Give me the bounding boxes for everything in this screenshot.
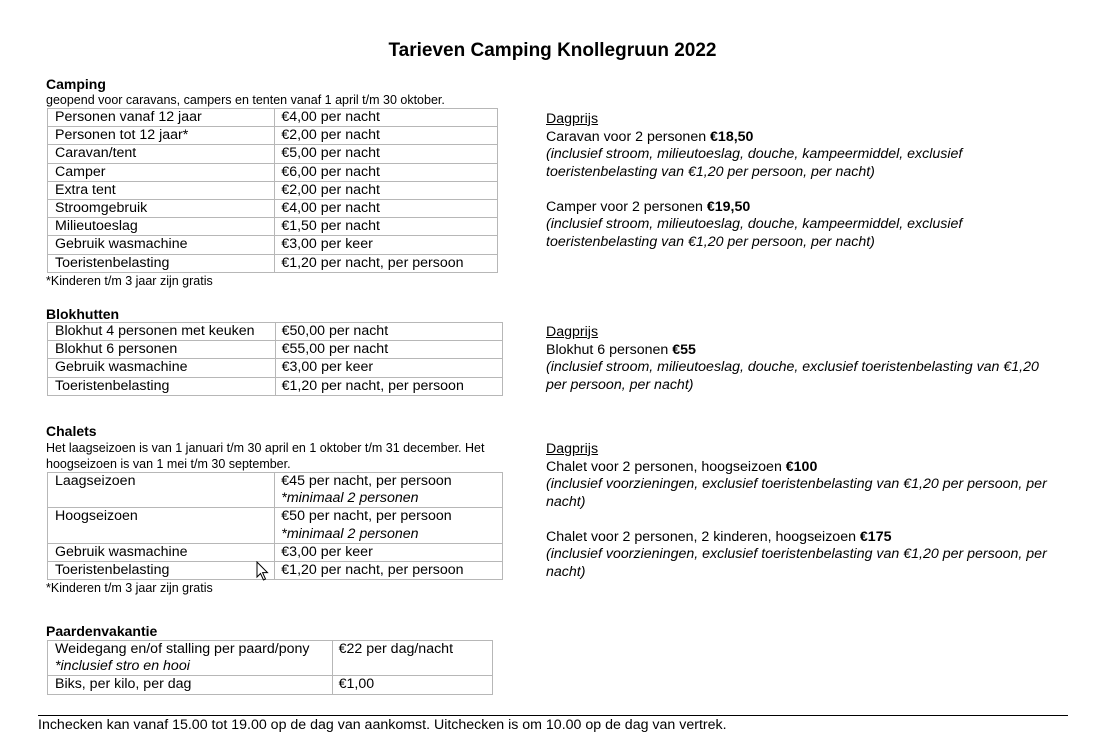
dagprijs-note: (inclusief stroom, milieutoeslag, douche, kampeermiddel, exclusief toeristenbelasting van €1,20 per persoon, per nacht) bbox=[546, 146, 963, 180]
row-price: €1,00 bbox=[332, 676, 492, 694]
row-price: €1,20 per nacht, per persoon bbox=[275, 377, 502, 395]
row-label: Stroomgebruik bbox=[48, 200, 275, 218]
table-row bbox=[48, 323, 503, 341]
row-note: *inclusief stro en hooi bbox=[55, 658, 190, 675]
blokhutten-heading: Blokhutten bbox=[46, 306, 120, 322]
dagprijs-note: (inclusief voorzieningen, exclusief toeristenbelasting van €1,20 per persoon, per nacht) bbox=[546, 546, 1047, 580]
row-label: Caravan/tent bbox=[48, 145, 275, 163]
dagprijs-line bbox=[546, 342, 1056, 360]
blokhutten-dagprijs bbox=[546, 324, 1056, 394]
row-price: €1,20 per nacht, per persoon bbox=[275, 562, 503, 580]
row-label: Personen vanaf 12 jaar bbox=[48, 109, 275, 127]
camping-intro: geopend voor caravans, campers en tenten vanaf 1 april t/m 30 oktober. bbox=[46, 93, 445, 107]
row-price: €3,00 per keer bbox=[275, 236, 498, 254]
row-price: €1,20 per nacht, per persoon bbox=[275, 254, 498, 272]
table-row bbox=[48, 377, 503, 395]
table-row bbox=[48, 236, 498, 254]
table-row bbox=[48, 543, 503, 561]
row-label: Weidegang en/of stalling per paard/pony bbox=[55, 641, 310, 657]
mouse-pointer-icon bbox=[256, 561, 270, 586]
table-row bbox=[48, 359, 503, 377]
row-label: Toeristenbelasting bbox=[48, 377, 276, 395]
table-row bbox=[48, 254, 498, 272]
row-note: *minimaal 2 personen bbox=[281, 490, 419, 507]
row-label: Milieutoeslag bbox=[48, 218, 275, 236]
row-price: €4,00 per nacht bbox=[275, 109, 498, 127]
dagprijs-note: (inclusief stroom, milieutoeslag, douche, kampeermiddel, exclusief toeristenbelasting van €1,20 per persoon, per nacht) bbox=[546, 216, 963, 250]
dagprijs-label: Caravan voor 2 personen bbox=[546, 128, 711, 145]
dagprijs-price: €100 bbox=[785, 458, 818, 475]
row-label: Biks, per kilo, per dag bbox=[48, 676, 333, 694]
row-price: €55,00 per nacht bbox=[275, 341, 502, 359]
dagprijs-line bbox=[546, 529, 1056, 547]
row-price: €22 per dag/nacht bbox=[332, 641, 492, 676]
table-row bbox=[48, 473, 503, 508]
row-price-cell bbox=[275, 473, 503, 508]
dagprijs-heading: Dagprijs bbox=[546, 111, 599, 127]
chalets-dagprijs bbox=[546, 441, 1056, 581]
row-label: Gebruik wasmachine bbox=[48, 543, 275, 561]
row-price: €4,00 per nacht bbox=[275, 200, 498, 218]
table-row bbox=[48, 562, 503, 580]
row-label: Personen tot 12 jaar* bbox=[48, 127, 275, 145]
checkin-footer: Inchecken kan vanaf 15.00 tot 19.00 op de dag van aankomst. Uitchecken is om 10.00 op de dag van vertrek. bbox=[38, 715, 1068, 733]
chalets-heading: Chalets bbox=[46, 423, 97, 439]
row-price: €3,00 per keer bbox=[275, 543, 503, 561]
row-price: €50,00 per nacht bbox=[275, 323, 502, 341]
dagprijs-label: Camper voor 2 personen bbox=[546, 198, 707, 215]
dagprijs-price: €175 bbox=[859, 528, 892, 545]
row-label: Gebruik wasmachine bbox=[48, 359, 276, 377]
dagprijs-label: Chalet voor 2 personen, 2 kinderen, hoogseizoen bbox=[546, 528, 860, 545]
dagprijs-line bbox=[546, 459, 1056, 477]
table-row bbox=[48, 508, 503, 543]
camping-price-table bbox=[47, 108, 498, 273]
dagprijs-note: (inclusief stroom, milieutoeslag, douche, exclusief toeristenbelasting van €1,20 per persoon, per nacht) bbox=[546, 359, 1039, 393]
row-price: €2,00 per nacht bbox=[275, 181, 498, 199]
chalets-footnote: *Kinderen t/m 3 jaar zijn gratis bbox=[46, 581, 213, 595]
row-label: Toeristenbelasting bbox=[48, 562, 275, 580]
row-price: €50 per nacht, per persoon bbox=[281, 508, 452, 525]
row-price: €1,50 per nacht bbox=[275, 218, 498, 236]
row-price-cell bbox=[275, 508, 503, 543]
dagprijs-label: Blokhut 6 personen bbox=[546, 341, 673, 358]
row-label: Toeristenbelasting bbox=[48, 254, 275, 272]
table-row bbox=[48, 218, 498, 236]
chalets-price-table bbox=[47, 472, 503, 580]
dagprijs-heading: Dagprijs bbox=[546, 441, 599, 457]
row-note: *minimaal 2 personen bbox=[281, 525, 419, 542]
table-row bbox=[48, 641, 493, 676]
table-row bbox=[48, 676, 493, 694]
table-row bbox=[48, 109, 498, 127]
row-label: Extra tent bbox=[48, 181, 275, 199]
row-price: €45 per nacht, per persoon bbox=[281, 473, 452, 489]
row-label: Blokhut 6 personen bbox=[48, 341, 276, 359]
camping-heading: Camping bbox=[46, 76, 106, 92]
dagprijs-price: €55 bbox=[672, 341, 696, 358]
row-label: Laagseizoen bbox=[48, 473, 275, 508]
dagprijs-note: (inclusief voorzieningen, exclusief toeristenbelasting van €1,20 per persoon, per nacht) bbox=[546, 476, 1047, 510]
table-row bbox=[48, 145, 498, 163]
chalets-intro: Het laagseizoen is van 1 januari t/m 30 april en 1 oktober t/m 31 december. Het hoogseizoen is van 1 mei t/m 30 september. bbox=[46, 441, 485, 471]
paardenvakantie-heading: Paardenvakantie bbox=[46, 623, 158, 639]
row-price: €2,00 per nacht bbox=[275, 127, 498, 145]
row-label: Gebruik wasmachine bbox=[48, 236, 275, 254]
page-title: Tarieven Camping Knollegruun 2022 bbox=[388, 40, 717, 61]
row-label: Hoogseizoen bbox=[48, 508, 275, 543]
dagprijs-heading: Dagprijs bbox=[546, 324, 599, 340]
row-label: Camper bbox=[48, 163, 275, 181]
blokhutten-price-table bbox=[47, 322, 503, 396]
dagprijs-line bbox=[546, 129, 1056, 147]
camping-footnote: *Kinderen t/m 3 jaar zijn gratis bbox=[46, 274, 213, 288]
dagprijs-price: €18,50 bbox=[710, 128, 754, 145]
dagprijs-label: Chalet voor 2 personen, hoogseizoen bbox=[546, 458, 786, 475]
table-row bbox=[48, 341, 503, 359]
table-row bbox=[48, 163, 498, 181]
table-row bbox=[48, 200, 498, 218]
row-price: €5,00 per nacht bbox=[275, 145, 498, 163]
table-row bbox=[48, 181, 498, 199]
row-price: €6,00 per nacht bbox=[275, 163, 498, 181]
row-price: €3,00 per keer bbox=[275, 359, 502, 377]
paardenvakantie-price-table bbox=[47, 640, 493, 695]
row-label-cell bbox=[48, 641, 333, 676]
table-row bbox=[48, 127, 498, 145]
camping-dagprijs bbox=[546, 111, 1056, 251]
dagprijs-line bbox=[546, 199, 1056, 217]
row-label: Blokhut 4 personen met keuken bbox=[48, 323, 276, 341]
dagprijs-price: €19,50 bbox=[706, 198, 751, 215]
